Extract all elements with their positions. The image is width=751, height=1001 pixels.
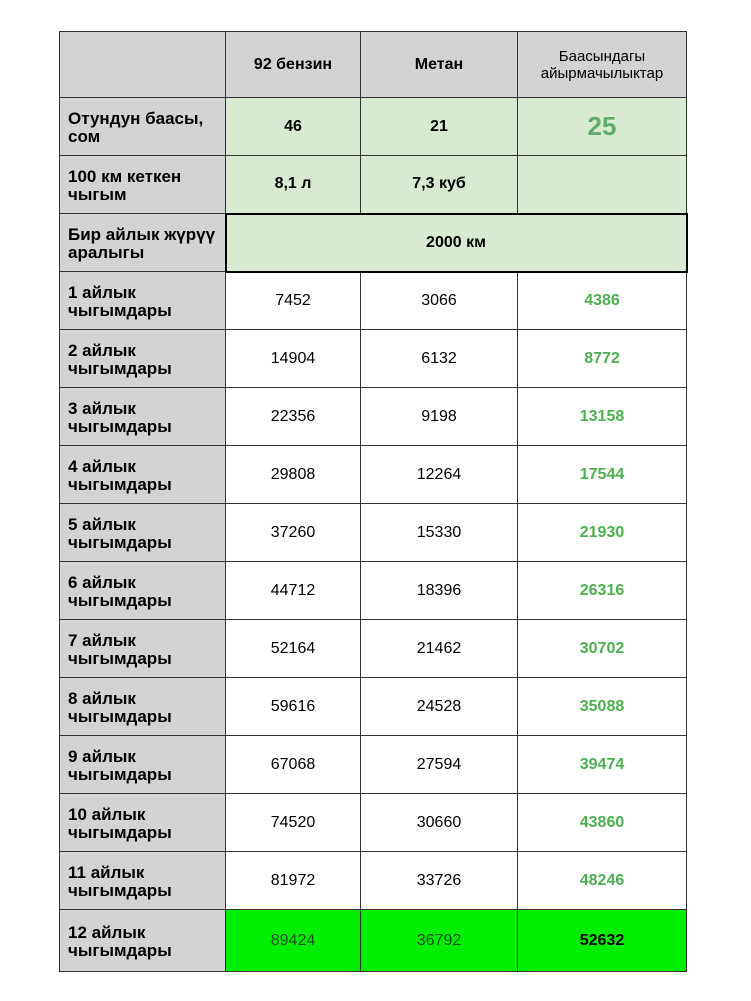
month-label: 4 айлык чыгымдары xyxy=(60,446,226,504)
petrol-cost: 52164 xyxy=(226,620,361,678)
consumption-row xyxy=(60,156,687,214)
table-row xyxy=(60,736,687,794)
table-row xyxy=(60,910,687,972)
cost-difference: 48246 xyxy=(518,852,687,910)
petrol-cost: 37260 xyxy=(226,504,361,562)
month-label: 1 айлык чыгымдары xyxy=(60,272,226,330)
month-label: 7 айлык чыгымдары xyxy=(60,620,226,678)
table-row xyxy=(60,678,687,736)
header-difference xyxy=(518,32,687,98)
petrol-cost: 59616 xyxy=(226,678,361,736)
methane-cost: 3066 xyxy=(361,272,518,330)
petrol-cost: 74520 xyxy=(226,794,361,852)
month-label: 8 айлык чыгымдары xyxy=(60,678,226,736)
table-body xyxy=(60,32,687,972)
methane-cost: 30660 xyxy=(361,794,518,852)
consumption-difference xyxy=(518,156,687,214)
distance-row xyxy=(60,214,687,272)
consumption-methane: 7,3 куб xyxy=(361,156,518,214)
month-label: 5 айлык чыгымдары xyxy=(60,504,226,562)
methane-cost: 12264 xyxy=(361,446,518,504)
month-label: 11 айлык чыгымдары xyxy=(60,852,226,910)
price-methane: 21 xyxy=(361,98,518,156)
table-row xyxy=(60,794,687,852)
distance-label: Бир айлык жүрүү аралыгы xyxy=(60,214,226,272)
month-label: 2 айлык чыгымдары xyxy=(60,330,226,388)
price-petrol: 46 xyxy=(226,98,361,156)
table-row xyxy=(60,446,687,504)
methane-cost: 27594 xyxy=(361,736,518,794)
header-row xyxy=(60,32,687,98)
table-row xyxy=(60,620,687,678)
header-empty-cell xyxy=(60,32,226,98)
table-row xyxy=(60,562,687,620)
petrol-cost: 22356 xyxy=(226,388,361,446)
cost-difference: 35088 xyxy=(518,678,687,736)
petrol-cost: 14904 xyxy=(226,330,361,388)
petrol-cost: 67068 xyxy=(226,736,361,794)
methane-cost: 21462 xyxy=(361,620,518,678)
petrol-cost: 44712 xyxy=(226,562,361,620)
price-row xyxy=(60,98,687,156)
table-row xyxy=(60,852,687,910)
header-difference-text: Баасындагы айырмачылыктар xyxy=(540,47,664,82)
month-label: 12 айлык чыгымдары xyxy=(60,910,226,972)
cost-difference: 52632 xyxy=(518,910,687,972)
month-label: 6 айлык чыгымдары xyxy=(60,562,226,620)
header-petrol: 92 бензин xyxy=(226,32,361,98)
cost-difference: 26316 xyxy=(518,562,687,620)
month-label: 9 айлык чыгымдары xyxy=(60,736,226,794)
methane-cost: 36792 xyxy=(361,910,518,972)
table-row xyxy=(60,272,687,330)
cost-difference: 17544 xyxy=(518,446,687,504)
methane-cost: 9198 xyxy=(361,388,518,446)
methane-cost: 24528 xyxy=(361,678,518,736)
methane-cost: 15330 xyxy=(361,504,518,562)
distance-value: 2000 км xyxy=(226,214,687,272)
price-difference xyxy=(518,98,687,156)
table-row xyxy=(60,388,687,446)
cost-difference: 39474 xyxy=(518,736,687,794)
month-label: 3 айлык чыгымдары xyxy=(60,388,226,446)
consumption-label: 100 км кеткен чыгым xyxy=(60,156,226,214)
cost-difference: 4386 xyxy=(518,272,687,330)
petrol-cost: 81972 xyxy=(226,852,361,910)
cost-difference: 21930 xyxy=(518,504,687,562)
petrol-cost: 7452 xyxy=(226,272,361,330)
petrol-cost: 29808 xyxy=(226,446,361,504)
cost-difference: 13158 xyxy=(518,388,687,446)
methane-cost: 6132 xyxy=(361,330,518,388)
fuel-cost-table xyxy=(59,31,688,972)
methane-cost: 18396 xyxy=(361,562,518,620)
table-row xyxy=(60,504,687,562)
table-row xyxy=(60,330,687,388)
month-label: 10 айлык чыгымдары xyxy=(60,794,226,852)
methane-cost: 33726 xyxy=(361,852,518,910)
cost-difference: 43860 xyxy=(518,794,687,852)
header-methane: Метан xyxy=(361,32,518,98)
price-difference-value: 25 xyxy=(587,111,617,141)
cost-difference: 30702 xyxy=(518,620,687,678)
price-label: Отундун баасы, сом xyxy=(60,98,226,156)
petrol-cost: 89424 xyxy=(226,910,361,972)
cost-difference: 8772 xyxy=(518,330,687,388)
consumption-petrol: 8,1 л xyxy=(226,156,361,214)
